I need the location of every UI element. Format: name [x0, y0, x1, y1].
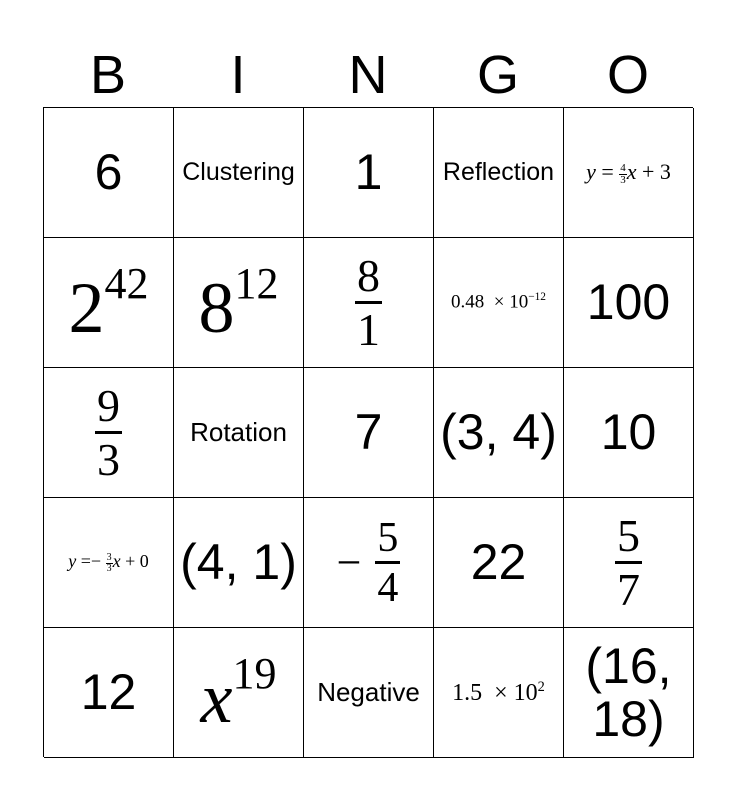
linear-equation	[68, 551, 148, 573]
fraction	[615, 509, 642, 615]
bingo-cell-r5c3[interactable]	[304, 628, 434, 758]
power-base: 2	[68, 267, 105, 348]
power-expression	[200, 648, 277, 738]
power-base: 8	[198, 267, 235, 348]
header-letter-b: B	[89, 45, 127, 105]
eq-intercept: + 0	[125, 551, 149, 572]
fraction	[355, 249, 382, 355]
eq-equals: =−	[80, 551, 102, 572]
bingo-cell-r2c2[interactable]	[174, 238, 304, 368]
bingo-cell-r3c5[interactable]	[564, 368, 694, 498]
eq-slope-num: 4	[620, 161, 626, 174]
header-letter-o: O	[606, 45, 649, 105]
eq-intercept: + 3	[642, 159, 671, 185]
eq-slope-fraction	[106, 553, 113, 574]
bingo-cell-r2c1[interactable]	[44, 238, 174, 368]
scientific-notation	[452, 679, 545, 707]
bingo-cell-r5c5[interactable]	[564, 628, 694, 758]
cell-text: (4, 1)	[180, 534, 297, 590]
bingo-cell-r1c5[interactable]	[564, 108, 694, 238]
fraction	[375, 514, 400, 611]
bingo-header	[43, 44, 693, 106]
bingo-cell-r1c2[interactable]	[174, 108, 304, 238]
fraction-numerator: 8	[355, 253, 382, 304]
sci-exponent: 2	[537, 678, 545, 695]
bingo-cell-r3c4[interactable]	[434, 368, 564, 498]
eq-y: y	[68, 551, 77, 572]
sci-base: 10	[509, 291, 529, 313]
bingo-cell-r5c2[interactable]	[174, 628, 304, 758]
sci-mantissa: 0.48	[450, 291, 485, 313]
bingo-cell-r4c2[interactable]	[174, 498, 304, 628]
bingo-cell-r2c3[interactable]	[304, 238, 434, 368]
power-expression	[198, 258, 279, 348]
bingo-cell-r3c3[interactable]	[304, 368, 434, 498]
cell-text: 22	[470, 534, 527, 590]
bingo-card-grid	[43, 107, 693, 757]
power-base: x	[200, 657, 233, 738]
sci-base: 10	[513, 679, 538, 706]
bingo-cell-r2c5[interactable]	[564, 238, 694, 368]
bingo-cell-r4c3[interactable]	[304, 498, 434, 628]
eq-slope-num: 3	[106, 551, 112, 563]
cell-text: (3, 4)	[440, 404, 557, 460]
bingo-cell-r4c5[interactable]	[564, 498, 694, 628]
eq-equals: =	[601, 159, 614, 185]
bingo-cell-r4c4[interactable]	[434, 498, 564, 628]
linear-equation	[586, 159, 671, 185]
minus-sign: −	[336, 538, 362, 587]
eq-x: x	[112, 551, 121, 572]
fraction-numerator: 5	[375, 517, 400, 564]
fraction-denominator: 1	[357, 303, 380, 355]
cell-text: Negative	[317, 677, 420, 707]
fraction-denominator: 4	[377, 564, 399, 611]
sci-exponent: −12	[528, 291, 547, 304]
header-letter-g: G	[476, 45, 519, 105]
eq-x: x	[626, 159, 637, 185]
sci-mantissa: 1.5	[452, 679, 483, 706]
power-expression	[68, 258, 149, 348]
sci-times: ×	[494, 679, 508, 706]
fraction-numerator: 9	[95, 383, 122, 434]
bingo-cell-r1c3[interactable]	[304, 108, 434, 238]
eq-slope-den: 3	[620, 173, 626, 186]
header-letter-i: I	[230, 45, 246, 105]
scientific-notation	[451, 291, 546, 313]
fraction-denominator: 3	[97, 433, 120, 485]
cell-text: 7	[354, 404, 383, 460]
power-exponent: 19	[232, 648, 277, 698]
fraction	[95, 379, 122, 485]
cell-text-line-1: (16,	[585, 638, 672, 694]
power-exponent: 12	[234, 258, 279, 308]
power-exponent: 42	[104, 258, 149, 308]
cell-text: Clustering	[182, 158, 295, 186]
cell-text: 1	[354, 144, 383, 200]
cell-text: Rotation	[190, 417, 287, 447]
fraction-denominator: 7	[617, 563, 640, 615]
eq-slope-den: 3	[106, 562, 112, 574]
cell-text: 100	[586, 274, 671, 330]
two-line-text	[585, 640, 671, 745]
bingo-cell-r5c4[interactable]	[434, 628, 564, 758]
header-letter-n: N	[348, 45, 388, 105]
bingo-cell-r2c4[interactable]	[434, 238, 564, 368]
bingo-cell-r5c1[interactable]	[44, 628, 174, 758]
bingo-cell-r1c1[interactable]	[44, 108, 174, 238]
eq-slope-fraction	[619, 163, 627, 186]
cell-text: 10	[600, 404, 657, 460]
cell-text: 6	[94, 144, 123, 200]
cell-text: 12	[80, 664, 137, 720]
cell-text: Reflection	[442, 158, 555, 186]
bingo-cell-r3c2[interactable]	[174, 368, 304, 498]
bingo-cell-r4c1[interactable]	[44, 498, 174, 628]
bingo-cell-r1c4[interactable]	[434, 108, 564, 238]
eq-y: y	[586, 159, 596, 185]
bingo-cell-r3c1[interactable]	[44, 368, 174, 498]
sci-times: ×	[493, 291, 505, 313]
fraction-numerator: 5	[615, 513, 642, 564]
cell-text-line-2: 18)	[592, 690, 665, 747]
